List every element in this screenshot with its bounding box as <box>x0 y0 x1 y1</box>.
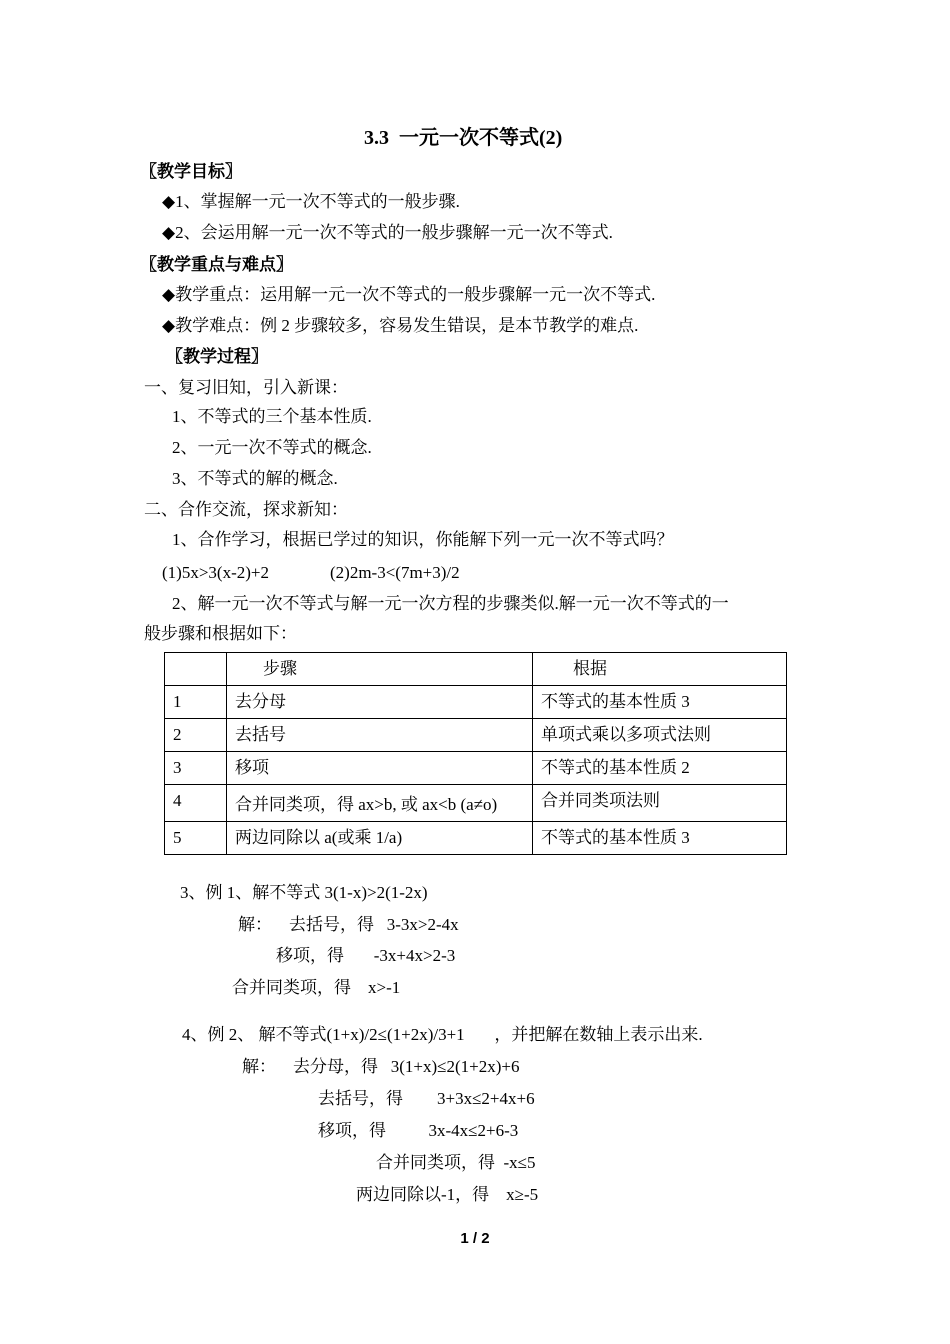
table-cell: 3 <box>165 752 227 785</box>
table-cell: 不等式的基本性质 3 <box>533 686 787 719</box>
table-cell: 合并同类项，得 ax>b, 或 ax<b (a≠o) <box>227 785 533 822</box>
review-item: 3、不等式的解的概念. <box>172 469 338 488</box>
table-cell: 去括号 <box>227 719 533 752</box>
example1-step: 合并同类项，得 x>-1 <box>232 978 401 997</box>
table-cell: 1 <box>165 686 227 719</box>
table-header-row <box>165 653 787 686</box>
example2-step: 去括号，得 3+3x≤2+4x+6 <box>318 1089 535 1108</box>
table-cell: 单项式乘以多项式法则 <box>533 719 787 752</box>
table-cell: 不等式的基本性质 3 <box>533 822 787 855</box>
example2-step: 移项，得 3x-4x≤2+6-3 <box>318 1121 519 1140</box>
section2-heading: 二、合作交流，探求新知： <box>144 500 348 519</box>
table-row <box>165 752 787 785</box>
example1-step: 移项，得 -3x+4x>2-3 <box>276 946 456 965</box>
objective-item: ◆2、会运用解一元一次不等式的一般步骤解一元一次不等式. <box>162 223 613 242</box>
cooperative-item: 1、合作学习，根据已学过的知识，你能解下列一元一次不等式吗？ <box>172 530 674 549</box>
table-cell: 2 <box>165 719 227 752</box>
exercise-b: (2)2m-3<(7m+3)/2 <box>330 563 460 582</box>
table-row <box>165 719 787 752</box>
table-cell: 4 <box>165 785 227 822</box>
table-cell: 移项 <box>227 752 533 785</box>
objectives-heading: 〖教学目标〗 <box>140 162 242 181</box>
key-point-item: ◆教学难点：例 2 步骤较多，容易发生错误，是本节教学的难点. <box>162 316 639 335</box>
key-point-item: ◆教学重点：运用解一元一次不等式的一般步骤解一元一次不等式. <box>162 285 656 304</box>
example1-heading: 3、例 1、解不等式 3(1-x)>2(1-2x) <box>180 883 428 902</box>
key-points-heading: 〖教学重点与难点〗 <box>140 255 293 274</box>
table-cell: 合并同类项法则 <box>533 785 787 822</box>
table-row <box>165 822 787 855</box>
table-row <box>165 686 787 719</box>
table-header-cell: 根据 <box>533 653 787 686</box>
example2-step: 两边同除以-1，得 x≥-5 <box>356 1185 539 1204</box>
example1-step: 解： 去括号，得 3-3x>2-4x <box>238 915 459 934</box>
steps-intro-line1: 2、解一元一次不等式与解一元一次方程的步骤类似.解一元一次不等式的一 <box>172 594 729 613</box>
exercise-a: (1)5x>3(x-2)+2 <box>162 563 269 582</box>
example2-heading: 4、例 2、 解不等式(1+x)/2≤(1+2x)/3+1 ，并把解在数轴上表示出来. <box>182 1025 703 1044</box>
table-cell: 不等式的基本性质 2 <box>533 752 787 785</box>
review-item: 2、一元一次不等式的概念. <box>172 438 372 457</box>
section1-heading: 一、复习旧知，引入新课： <box>144 378 348 397</box>
objective-item: ◆1、掌握解一元一次不等式的一般步骤. <box>162 192 460 211</box>
review-item: 1、不等式的三个基本性质. <box>172 407 372 426</box>
steps-table <box>164 652 787 855</box>
table-cell: 去分母 <box>227 686 533 719</box>
process-heading: 〖教学过程〗 <box>166 347 268 366</box>
table-header-cell <box>165 653 227 686</box>
table-cell: 5 <box>165 822 227 855</box>
page-title: 3.3 一元一次不等式(2) <box>364 127 563 149</box>
table-row <box>165 785 787 822</box>
example2-step: 合并同类项，得 -x≤5 <box>376 1153 536 1172</box>
page-number: 1 / 2 <box>460 1230 490 1247</box>
example2-step: 解： 去分母，得 3(1+x)≤2(1+2x)+6 <box>242 1057 520 1076</box>
table-header-cell: 步骤 <box>227 653 533 686</box>
table-cell: 两边同除以 a(或乘 1/a) <box>227 822 533 855</box>
steps-intro-line2: 般步骤和根据如下： <box>144 624 297 643</box>
